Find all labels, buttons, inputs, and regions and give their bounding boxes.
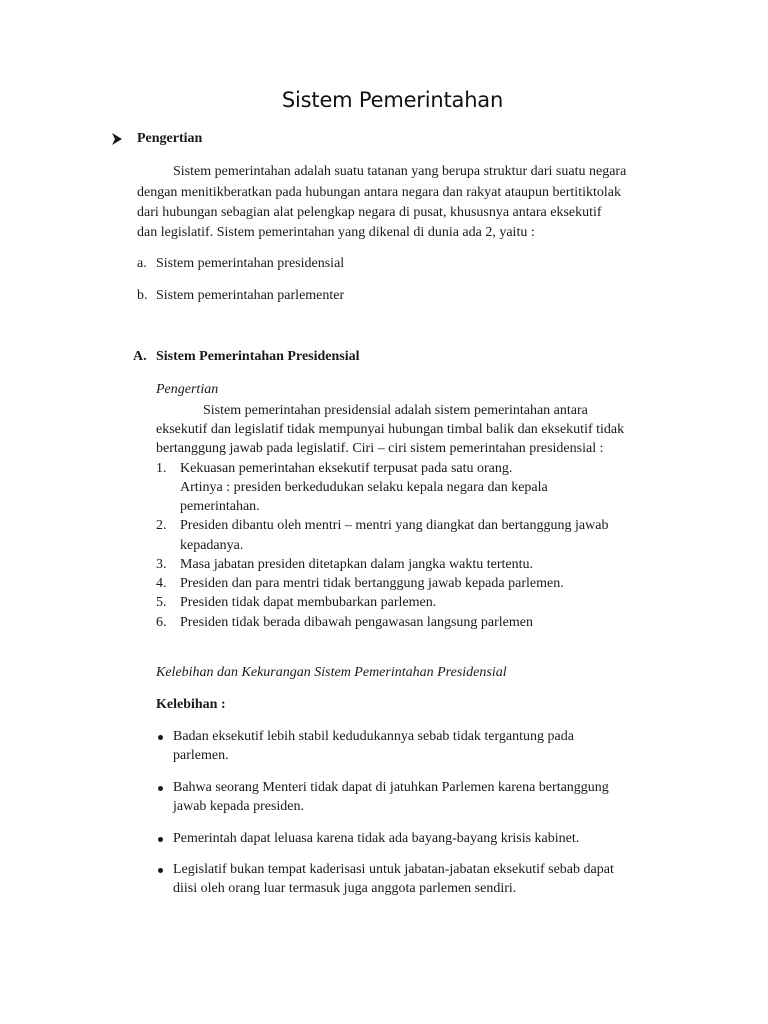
- bullet-dot-icon: [158, 735, 163, 740]
- bullet-dot-icon: [158, 868, 163, 873]
- bullet-dot-icon: [158, 786, 163, 791]
- ciri-item: Masa jabatan presiden ditetapkan dalam jangka waktu tertentu.: [180, 557, 533, 572]
- ciri-item: kepadanya.: [180, 538, 244, 553]
- kelebihan-item: parlemen.: [173, 748, 229, 763]
- arrow-bullet-icon: [110, 132, 124, 146]
- ciri-item: Presiden tidak dapat membubarkan parlemen.: [180, 595, 437, 610]
- ciri-item: Artinya : presiden berkedudukan selaku kepala negara dan kepala: [180, 480, 548, 495]
- ciri-marker: 5.: [156, 595, 167, 610]
- kelebihan-item: Pemerintah dapat leluasa karena tidak ada bayang-bayang krisis kabinet.: [173, 831, 580, 846]
- paragraph-line: eksekutif dan legislatif tidak mempunyai hubungan timbal balik dan eksekutif tidak: [156, 422, 625, 437]
- list-marker: b.: [137, 288, 148, 303]
- ciri-item: Presiden dan para mentri tidak bertanggung jawab kepada parlemen.: [180, 576, 564, 591]
- ciri-marker: 6.: [156, 615, 167, 630]
- list-item: Sistem pemerintahan parlementer: [156, 288, 345, 303]
- paragraph-line: dengan menitikberatkan pada hubungan antara negara dan rakyat ataupun bertitiktolak: [137, 185, 621, 200]
- kelebihan-item: Legislatif bukan tempat kaderisasi untuk jabatan-jabatan eksekutif sebab dapat: [173, 862, 614, 877]
- bullet-dot-icon: [158, 837, 163, 842]
- section-heading-presidensial: Sistem Pemerintahan Presidensial: [156, 349, 360, 364]
- kelebihan-item: jawab kepada presiden.: [173, 799, 304, 814]
- paragraph-line: bertanggung jawab pada legislatif. Ciri – ciri sistem pemerintahan presidensial :: [156, 441, 604, 456]
- kelebihan-item: Bahwa seorang Menteri tidak dapat di jatuhkan Parlemen karena bertanggung: [173, 780, 609, 795]
- section-marker-a: A.: [133, 349, 147, 364]
- subheading-pengertian: Pengertian: [156, 382, 219, 397]
- ciri-marker: 2.: [156, 518, 167, 533]
- paragraph-line: dari hubungan sebagian alat pelengkap negara di pusat, khususnya antara eksekutif: [137, 205, 602, 220]
- kelebihan-item: diisi oleh orang luar termasuk juga anggota parlemen sendiri.: [173, 881, 517, 896]
- ciri-marker: 3.: [156, 557, 167, 572]
- ciri-item: Presiden dibantu oleh mentri – mentri yang diangkat dan bertanggung jawab: [180, 518, 609, 533]
- ciri-item: Presiden tidak berada dibawah pengawasan langsung parlemen: [180, 615, 533, 630]
- paragraph-line: Sistem pemerintahan adalah suatu tatanan yang berupa struktur dari suatu negara: [173, 164, 627, 179]
- list-item: Sistem pemerintahan presidensial: [156, 256, 345, 271]
- ciri-item: pemerintahan.: [180, 499, 260, 514]
- paragraph-line: Sistem pemerintahan presidensial adalah sistem pemerintahan antara: [203, 403, 588, 418]
- paragraph-line: dan legislatif. Sistem pemerintahan yang dikenal di dunia ada 2, yaitu :: [137, 225, 535, 240]
- section-heading-pengertian: Pengertian: [137, 131, 203, 146]
- list-marker: a.: [137, 256, 147, 271]
- kelebihan-label: Kelebihan :: [156, 697, 226, 712]
- page-title: Sistem Pemerintahan: [281, 88, 504, 112]
- ciri-marker: 4.: [156, 576, 167, 591]
- kelebihan-item: Badan eksekutif lebih stabil kedudukannya sebab tidak tergantung pada: [173, 729, 574, 744]
- ciri-item: Kekuasan pemerintahan eksekutif terpusat pada satu orang.: [180, 461, 513, 476]
- subheading-kelebihan-kekurangan: Kelebihan dan Kekurangan Sistem Pemerintahan Presidensial: [156, 665, 507, 680]
- ciri-marker: 1.: [156, 461, 167, 476]
